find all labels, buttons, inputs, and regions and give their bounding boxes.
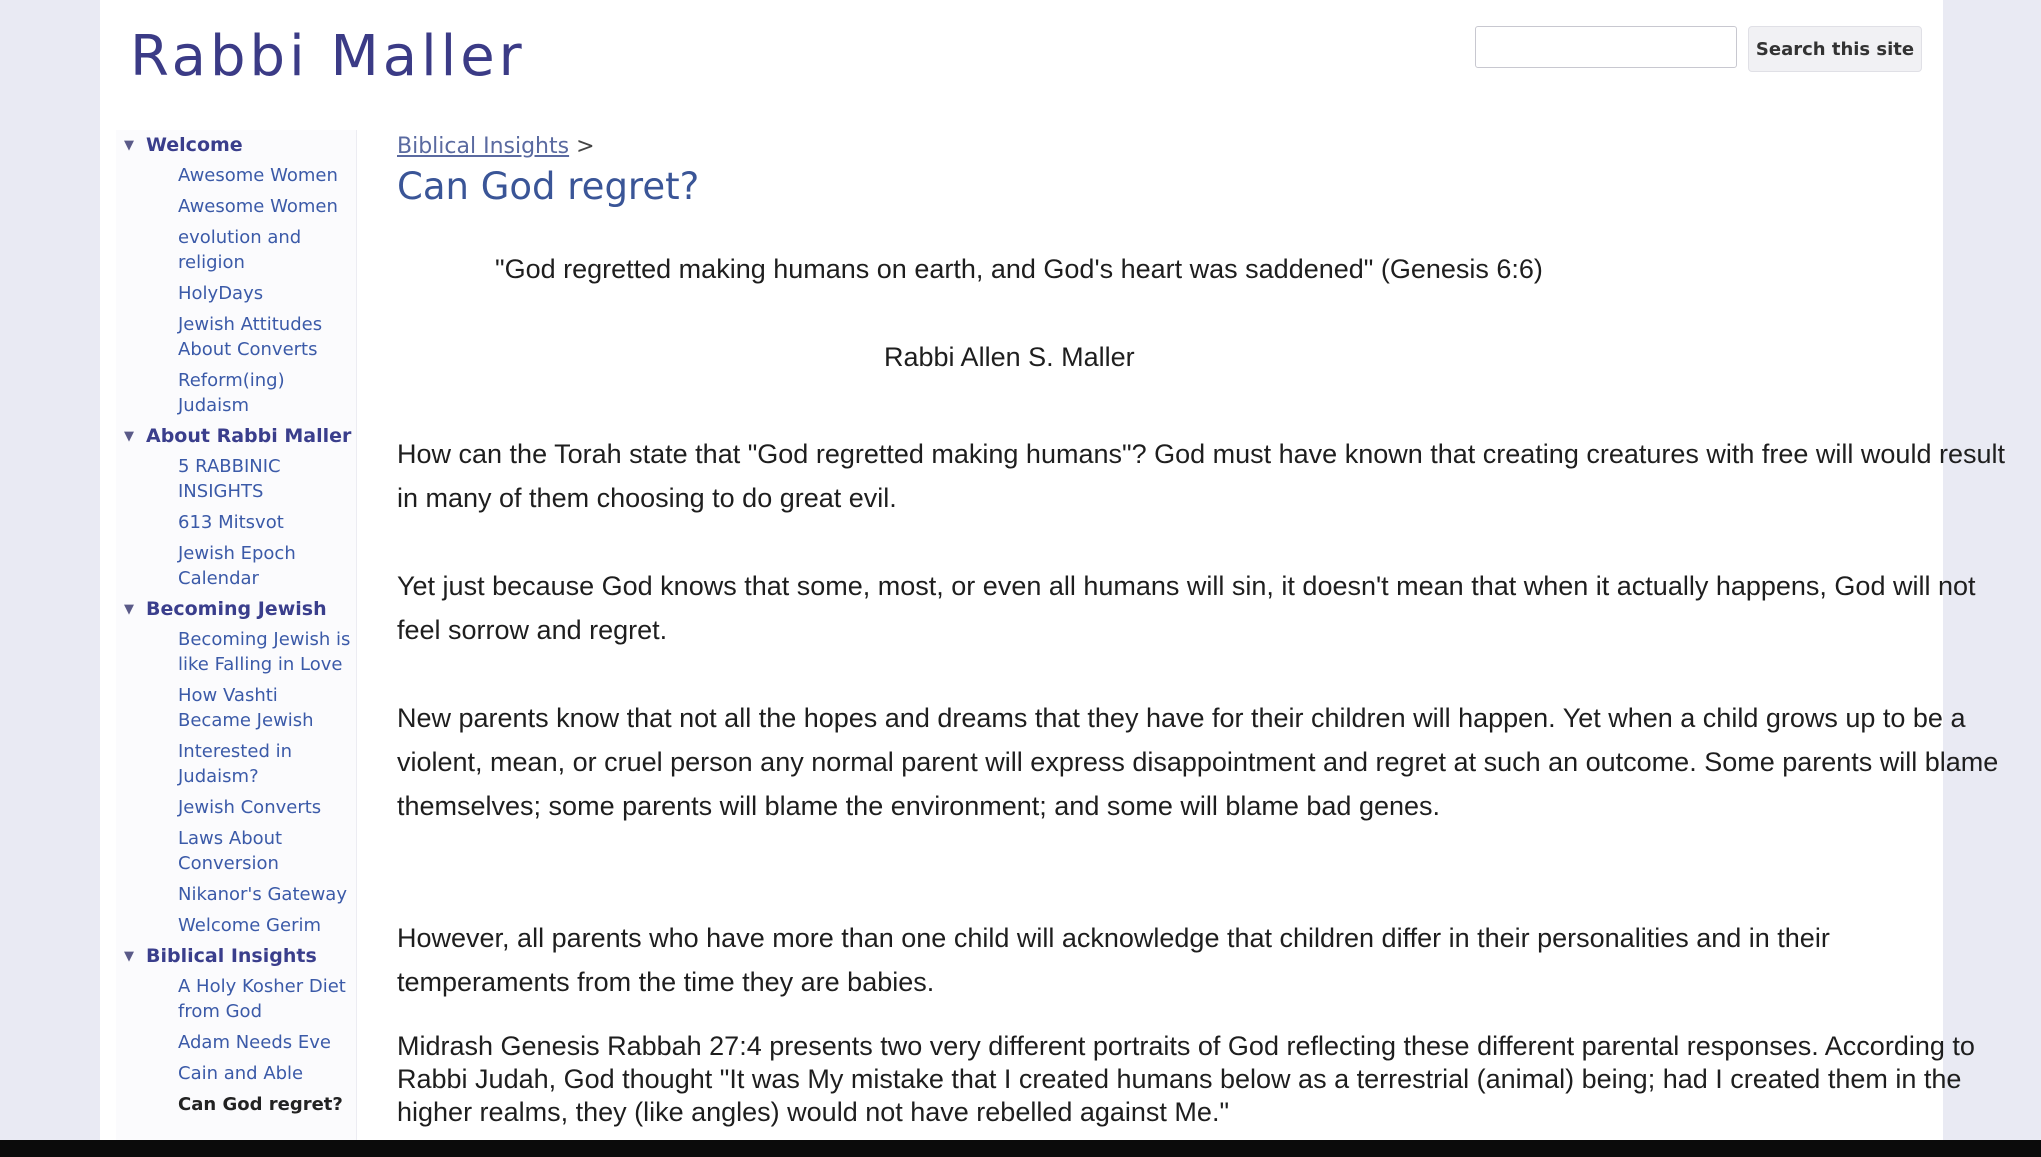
- nav-section-biblical-insights: [116, 941, 356, 1120]
- nav-section-about: [116, 421, 356, 594]
- nav-heading-biblical-insights[interactable]: [116, 941, 356, 971]
- triangle-down-icon[interactable]: ▼: [124, 137, 134, 153]
- sidebar-item-laws-about-conversion[interactable]: Laws About Conversion: [178, 828, 283, 874]
- sidebar-item-cain-and-able[interactable]: Cain and Able: [178, 1063, 304, 1084]
- sidebar-item-holy-kosher-diet[interactable]: A Holy Kosher Diet from God: [178, 976, 346, 1022]
- triangle-down-icon[interactable]: ▼: [124, 428, 134, 444]
- author-byline: Rabbi Allen S. Maller: [884, 342, 1135, 372]
- breadcrumb: [397, 134, 2007, 159]
- sidebar-item-holydays[interactable]: HolyDays: [178, 283, 264, 304]
- sidebar-item-nikanors-gateway[interactable]: Nikanor's Gateway: [178, 884, 347, 905]
- nav-heading-label: Becoming Jewish: [146, 598, 327, 620]
- nav-section-becoming-jewish: [116, 594, 356, 941]
- bottom-bar: [0, 1140, 2041, 1157]
- sidebar-item-awesome-women-2[interactable]: Awesome Women: [178, 196, 338, 217]
- sidebar-item-how-vashti[interactable]: How Vashti Became Jewish: [178, 685, 314, 731]
- sidebar-item-evolution-and-religion[interactable]: evolution and religion: [178, 227, 302, 273]
- page-title: Can God regret?: [397, 165, 700, 208]
- nav-heading-label: Welcome: [146, 134, 243, 156]
- article-paragraph: However, all parents who have more than one child will acknowledge that children differ in their personalities and in their temperaments from the time they are babies.: [397, 923, 1830, 997]
- sidebar-item-jewish-epoch-calendar[interactable]: Jewish Epoch Calendar: [178, 543, 296, 589]
- breadcrumb-separator: >: [576, 134, 595, 159]
- sidebar-item-adam-needs-eve[interactable]: Adam Needs Eve: [178, 1032, 331, 1053]
- article-paragraph: Midrash Genesis Rabbah 27:4 presents two very different portraits of God reflecting these different parental responses. According to Rabbi Judah, God thought "It was My mistake that I created humans below as a terrestrial (animal) being; had I created them in the higher realms, they (like angles) would not have rebelled against Me.": [397, 1031, 1975, 1127]
- sidebar-item-jewish-converts[interactable]: Jewish Converts: [178, 797, 322, 818]
- nav-heading-label: Biblical Insights: [146, 945, 317, 967]
- page-container: [100, 0, 2005, 1140]
- triangle-down-icon[interactable]: ▼: [124, 601, 134, 617]
- search-input[interactable]: [1475, 26, 1737, 68]
- sidebar-item-becoming-jewish-love[interactable]: Becoming Jewish is like Falling in Love: [178, 629, 351, 675]
- breadcrumb-link-biblical-insights[interactable]: Biblical Insights: [397, 134, 570, 159]
- article-paragraph: How can the Torah state that "God regretted making humans"? God must have known that creating creatures with free will would result in many of them choosing to do great evil.: [397, 439, 2005, 513]
- nav-section-welcome: [116, 130, 356, 421]
- sidebar-item-welcome-gerim[interactable]: Welcome Gerim: [178, 915, 322, 936]
- sidebar-item-awesome-women[interactable]: Awesome Women: [178, 165, 338, 186]
- sidebar-item-613-mitsvot[interactable]: 613 Mitsvot: [178, 512, 284, 533]
- sidebar-item-reforming-judaism[interactable]: Reform(ing) Judaism: [178, 370, 285, 416]
- sidebar-nav: [116, 130, 357, 1140]
- sidebar-item-interested-in-judaism[interactable]: Interested in Judaism?: [178, 741, 292, 787]
- site-title[interactable]: Rabbi Maller: [130, 24, 526, 89]
- sidebar-item-5-rabbinic-insights[interactable]: 5 RABBINIC INSIGHTS: [178, 456, 281, 502]
- search-button[interactable]: Search this site: [1748, 26, 1922, 72]
- main-content: [397, 134, 2007, 1127]
- article-paragraph: New parents know that not all the hopes and dreams that they have for their children will happen. Yet when a child grows up to be a violent, mean, or cruel person any normal parent will express disappointment and regret at such an outcome. Some parents will blame themselves; some parents will blame the environment; and some will blame bad genes.: [397, 703, 1999, 821]
- sidebar-item-can-god-regret[interactable]: Can God regret?: [178, 1094, 343, 1115]
- article-paragraph: Yet just because God knows that some, most, or even all humans will sin, it doesn't mean that when it actually happens, God will not feel sorrow and regret.: [397, 571, 1976, 645]
- nav-heading-label: About Rabbi Maller: [146, 425, 352, 447]
- epigraph-quote: "God regretted making humans on earth, and God's heart was saddened" (Genesis 6:6): [495, 254, 1543, 284]
- nav-heading-about-rabbi-maller[interactable]: [116, 421, 356, 451]
- nav-heading-becoming-jewish[interactable]: [116, 594, 356, 624]
- triangle-down-icon[interactable]: ▼: [124, 948, 134, 964]
- nav-heading-welcome[interactable]: [116, 130, 356, 160]
- sidebar-item-jewish-attitudes[interactable]: Jewish Attitudes About Converts: [178, 314, 323, 360]
